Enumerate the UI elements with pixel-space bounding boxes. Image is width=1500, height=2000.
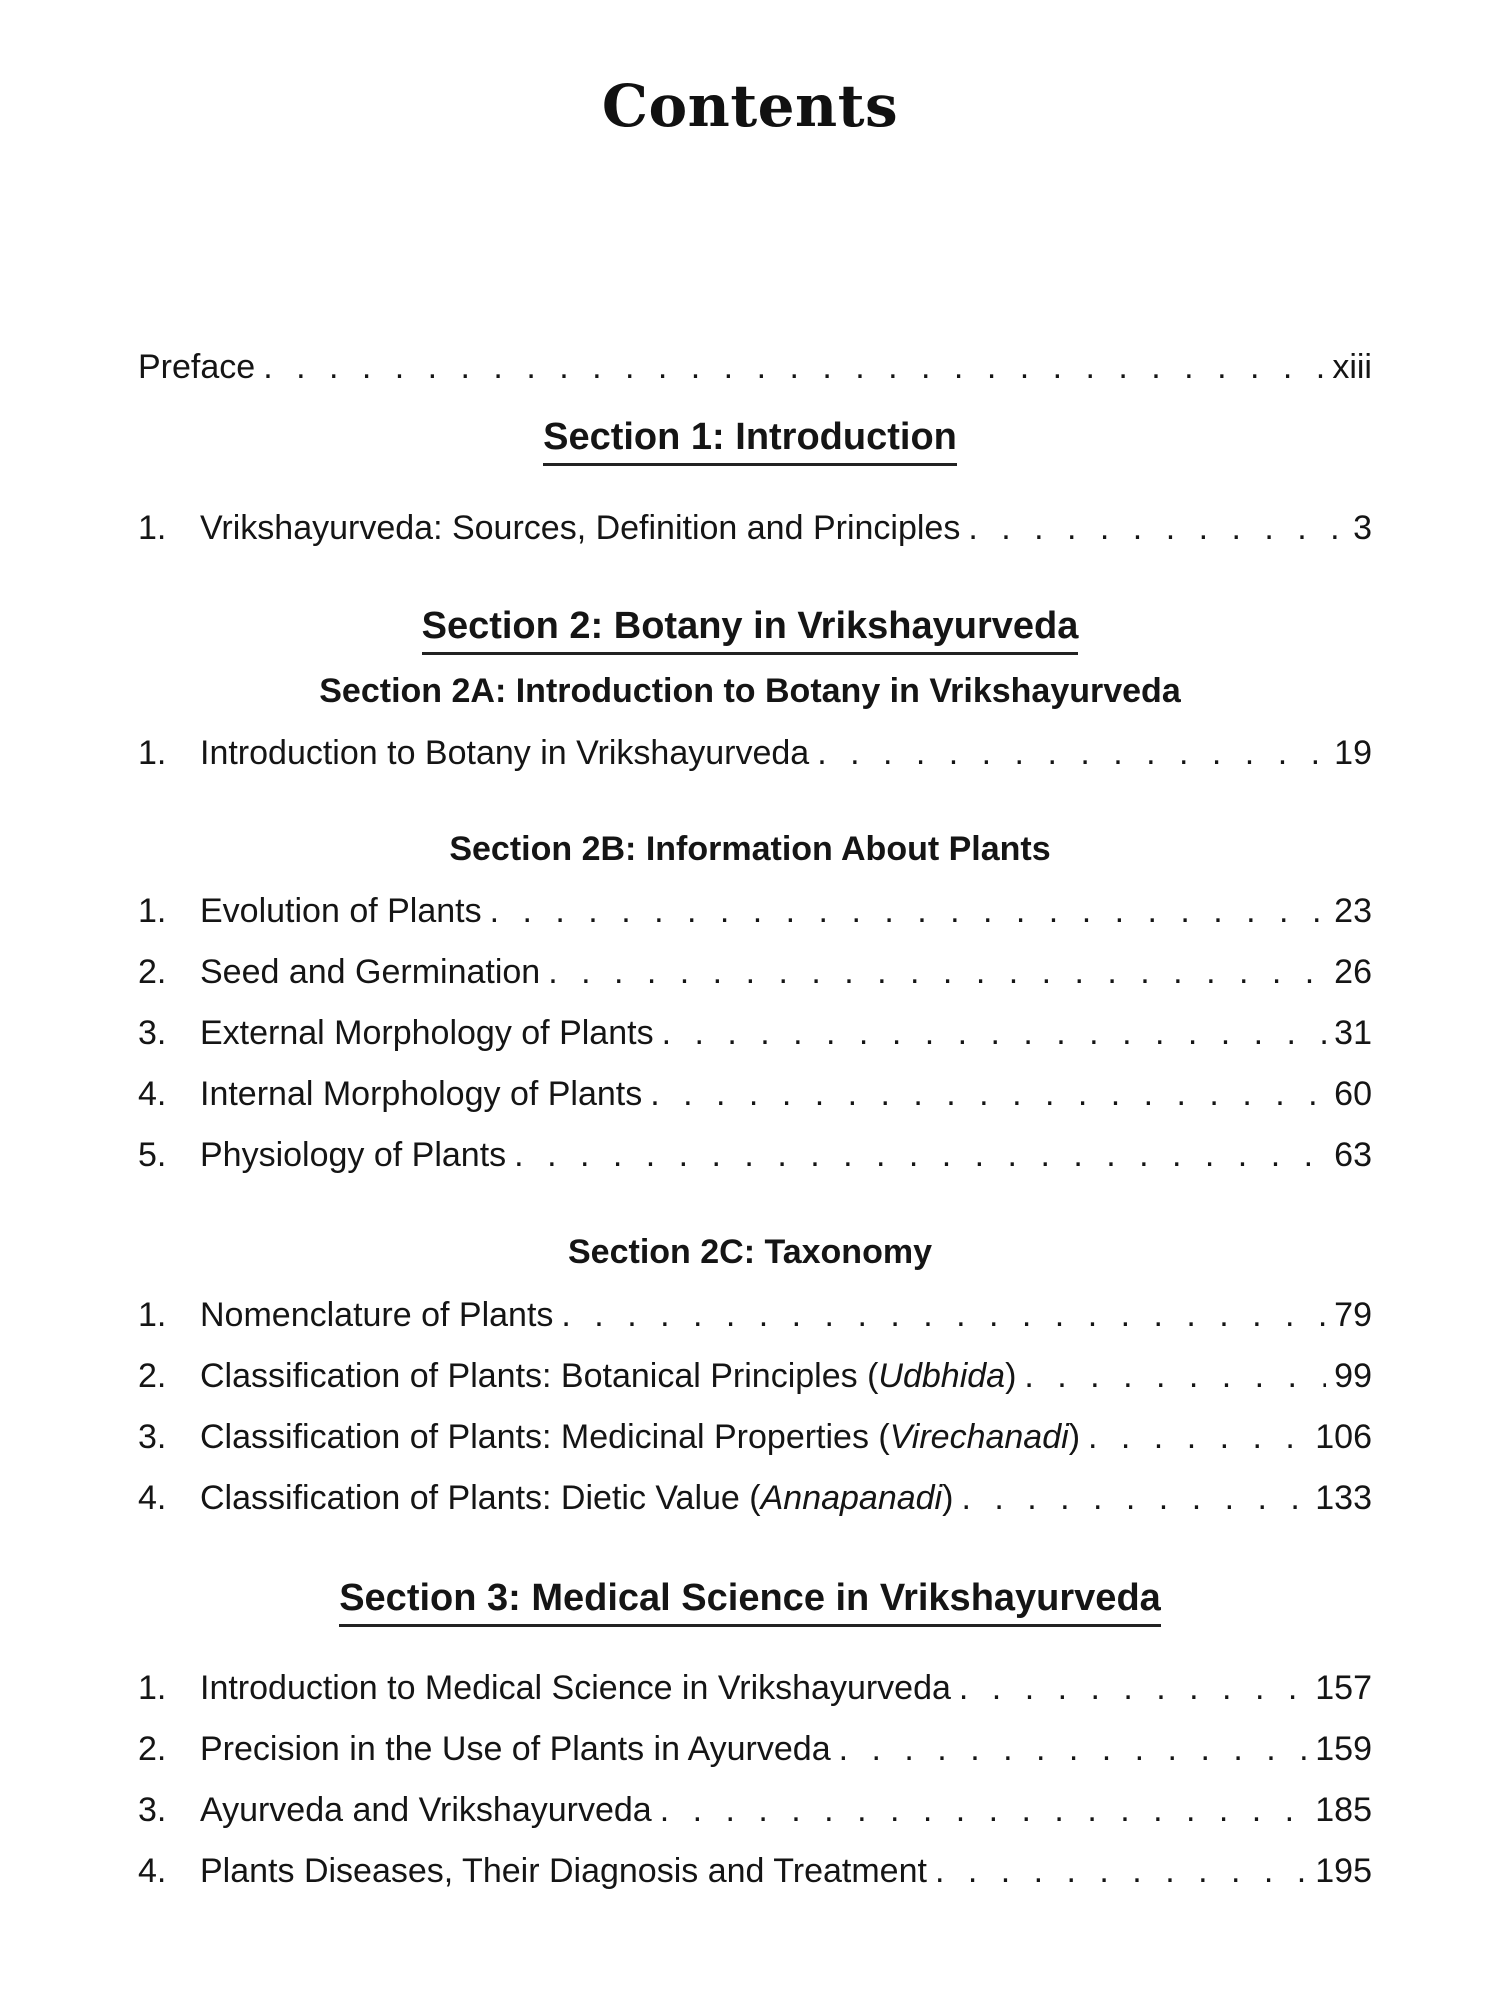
entry-number: 1.: [138, 1296, 167, 1334]
section-3-heading: Section 3: Medical Science in Vrikshayurveda: [0, 1577, 1500, 1627]
toc-entry[interactable]: [138, 1724, 1372, 1774]
entry-page: 79: [1334, 1296, 1372, 1334]
toc-entry[interactable]: [138, 1846, 1372, 1896]
entry-title: Nomenclature of Plants: [200, 1296, 554, 1334]
dot-leader: [490, 886, 1327, 936]
dot-leader: [935, 1846, 1307, 1896]
entry-number: 2.: [138, 1357, 167, 1395]
entry-number: 3.: [138, 1014, 167, 1052]
entry-number: 1.: [138, 509, 167, 547]
entry-page: 159: [1315, 1730, 1372, 1768]
entry-title: Classification of Plants: Botanical Principles (Udbhida): [200, 1357, 1017, 1395]
section-2-heading: Section 2: Botany in Vrikshayurveda: [0, 605, 1500, 655]
dot-leader: [561, 1290, 1326, 1340]
toc-entry[interactable]: [138, 503, 1372, 553]
toc-entry[interactable]: [138, 1290, 1372, 1340]
section-2c-heading: Section 2C: Taxonomy: [568, 1233, 932, 1271]
toc-entry[interactable]: [138, 1473, 1372, 1523]
entry-title: External Morphology of Plants: [200, 1014, 654, 1052]
entry-page: 60: [1334, 1075, 1372, 1113]
entry-page: 133: [1315, 1479, 1372, 1517]
entry-title: Evolution of Plants: [200, 892, 482, 930]
dot-leader: [514, 1130, 1326, 1180]
entry-title: Internal Morphology of Plants: [200, 1075, 643, 1113]
entry-page: 99: [1334, 1357, 1372, 1395]
dot-leader: [839, 1724, 1308, 1774]
entry-page: 63: [1334, 1136, 1372, 1174]
entry-page: 3: [1353, 509, 1372, 547]
entry-page: 185: [1315, 1791, 1372, 1829]
entry-number: 1.: [138, 1669, 167, 1707]
toc-entry[interactable]: [138, 1663, 1372, 1713]
entry-page: 157: [1315, 1669, 1372, 1707]
dot-leader: [959, 1663, 1307, 1713]
entry-number: 1.: [138, 892, 167, 930]
dot-leader: [650, 1069, 1326, 1119]
entry-title: Vrikshayurveda: Sources, Definition and Principles: [200, 509, 961, 547]
dot-leader: [548, 947, 1326, 997]
section-2a-heading: Section 2A: Introduction to Botany in Vrikshayurveda: [319, 672, 1181, 710]
dot-leader: [660, 1785, 1308, 1835]
entry-title: Plants Diseases, Their Diagnosis and Treatment: [200, 1852, 927, 1890]
toc-entry[interactable]: [138, 886, 1372, 936]
entry-title: Ayurveda and Vrikshayurveda: [200, 1791, 652, 1829]
entry-number: 2.: [138, 953, 167, 991]
entry-number: 2.: [138, 1730, 167, 1768]
dot-leader: [1024, 1351, 1326, 1401]
toc-entry[interactable]: [138, 1351, 1372, 1401]
section-1-heading: Section 1: Introduction: [0, 416, 1500, 466]
entry-page: 19: [1334, 734, 1372, 772]
dot-leader: [961, 1473, 1307, 1523]
dot-leader: [263, 342, 1324, 392]
entry-number: 4.: [138, 1852, 167, 1890]
entry-page: 23: [1334, 892, 1372, 930]
entry-title: Physiology of Plants: [200, 1136, 507, 1174]
toc-entry[interactable]: [138, 1069, 1372, 1119]
entry-number: 4.: [138, 1075, 167, 1113]
toc-entry[interactable]: [138, 1008, 1372, 1058]
entry-number: 1.: [138, 734, 167, 772]
entry-title: Preface: [138, 348, 256, 386]
toc-entry[interactable]: [138, 1785, 1372, 1835]
entry-title: Classification of Plants: Dietic Value (Annapanadi): [200, 1479, 954, 1517]
dot-leader: [662, 1008, 1327, 1058]
section-2b-heading: Section 2B: Information About Plants: [449, 830, 1051, 868]
toc-entry[interactable]: [138, 1412, 1372, 1462]
entry-number: 4.: [138, 1479, 167, 1517]
entry-page: 195: [1315, 1852, 1372, 1890]
entry-page: 106: [1315, 1418, 1372, 1456]
dot-leader: [968, 503, 1345, 553]
dot-leader: [817, 728, 1326, 778]
dot-leader: [1088, 1412, 1307, 1462]
entry-title: Precision in the Use of Plants in Ayurveda: [200, 1730, 831, 1768]
entry-number: 3.: [138, 1791, 167, 1829]
entry-title: Introduction to Medical Science in Vrikshayurveda: [200, 1669, 951, 1707]
entry-page: 26: [1334, 953, 1372, 991]
entry-page: xiii: [1332, 348, 1372, 386]
toc-entry[interactable]: [138, 728, 1372, 778]
entry-title: Classification of Plants: Medicinal Properties (Virechanadi): [200, 1418, 1081, 1456]
entry-number: 3.: [138, 1418, 167, 1456]
toc-entry[interactable]: [138, 947, 1372, 997]
entry-number: 5.: [138, 1136, 167, 1174]
toc-entry-preface[interactable]: [138, 342, 1372, 392]
page-title: Contents: [601, 72, 899, 140]
entry-title: Seed and Germination: [200, 953, 541, 991]
entry-page: 31: [1334, 1014, 1372, 1052]
toc-entry[interactable]: [138, 1130, 1372, 1180]
entry-title: Introduction to Botany in Vrikshayurveda: [200, 734, 810, 772]
